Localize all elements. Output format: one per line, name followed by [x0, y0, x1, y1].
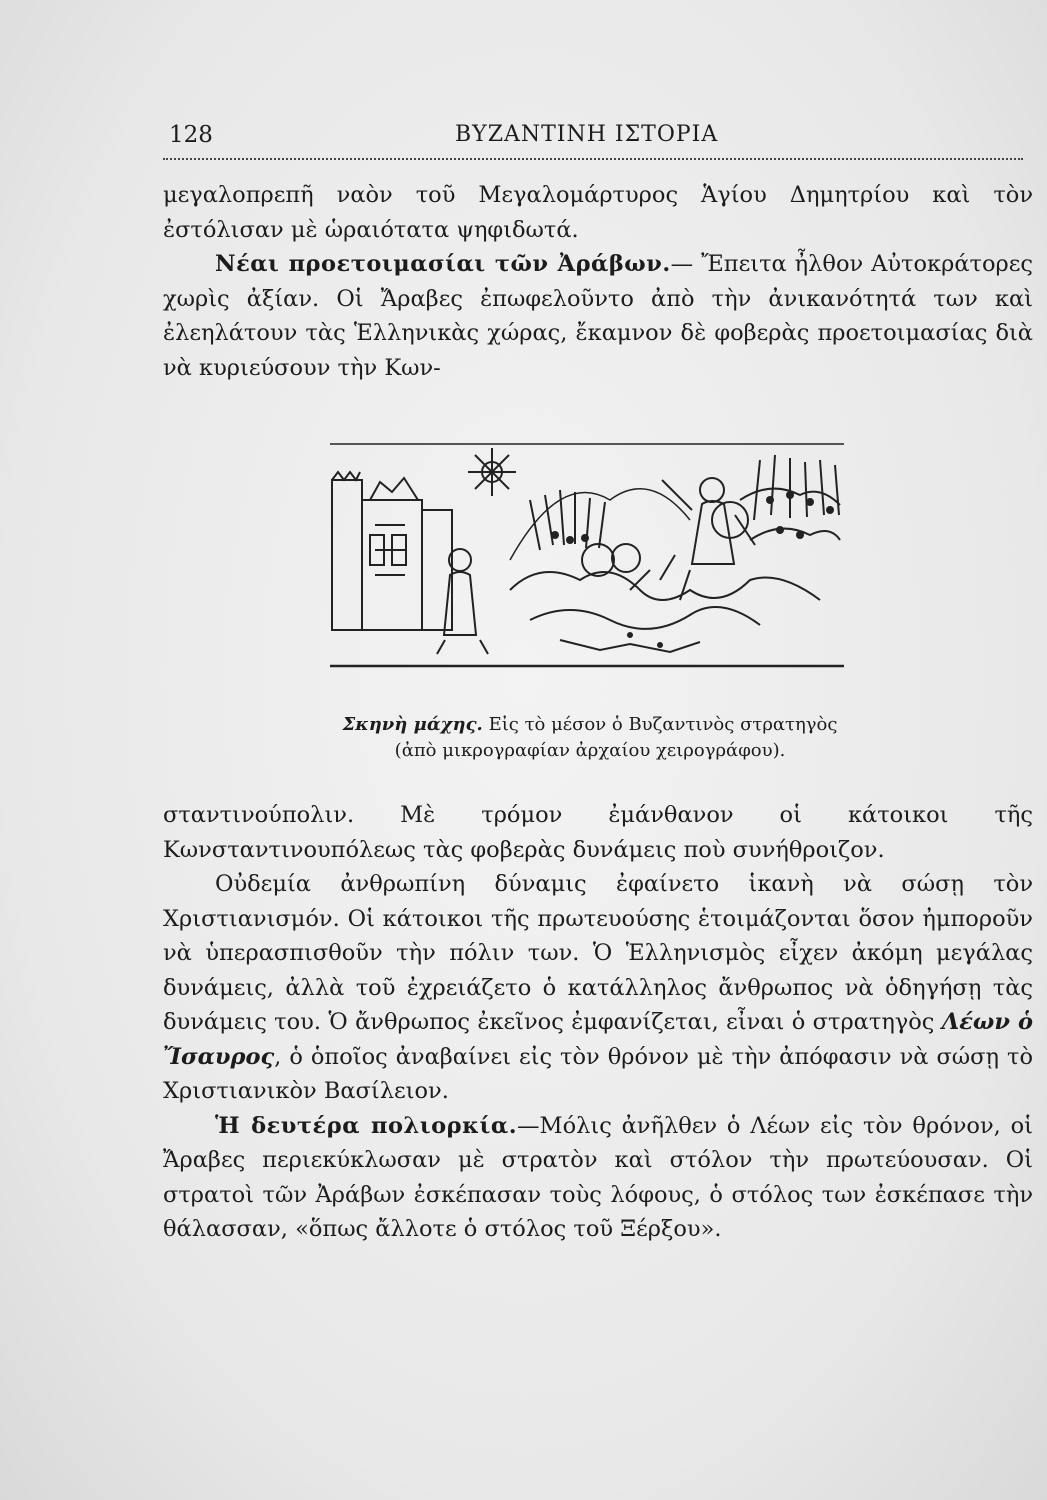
figure-caption — [270, 712, 910, 764]
caption-text: Εἰς τὸ μέσον ὁ Βυζαντινὸς στρατηγὸς — [488, 714, 838, 735]
running-title: ΒΥΖΑΝΤΙΝΗ ΙΣΤΟΡΙΑ — [455, 122, 719, 147]
person-name: Λέων ὁ Ἴσαυρος — [163, 1009, 1033, 1070]
paragraph-body: Οὐδεμία ἀνθρωπίνη δύναμις ἐφαίνετο ἱκανὴ νὰ σώσῃ τὸν Χριστιανισμόν. Οἱ κάτοικοι τῆς πρωτευούσης ἑτοιμάζονται ὅσον ἠμποροῦν νὰ ὑπερασπισθοῦν τὴν πόλιν των. Ὁ Ἑλληνισμὸς εἶχεν ἀκόμη μεγάλας δυνάμεις, ἀλλὰ τοῦ ἐχρειάζετο ὁ κατάλληλος ἄνθρωπος νὰ ὁδηγήσῃ τὰς δυνάμεις του. Ὁ ἄνθρωπος ἐκεῖνος ἐμφανίζεται, εἶναι ὁ στρατηγὸς — [163, 871, 1033, 1035]
caption-source: (ἀπὸ μικρογραφίαν ἀρχαίου χειρογράφου). — [394, 740, 786, 761]
paragraph-body: —Μόλις ἀνῆλθεν ὁ Λέων εἰς τὸν θρόνον, οἱ Ἄραβες περιεκύκλωσαν μὲ στρατὸν καὶ στόλον τὴν πρωτεύουσαν. Οἱ στρατοὶ τῶν Ἀράβων ἐσκέπασαν τοὺς λόφους, ὁ στόλος των ἐσκέπασε τὴν θάλασσαν, «ὅπως ἄλλοτε ὁ στόλος τοῦ Ξέρξου». — [163, 1112, 1033, 1242]
paragraph: σταντινούπολιν. Μὲ τρόμον ἐμάνθανον οἱ κάτοικοι τῆς Κωνσταντινουπόλεως τὰς φοβερὰς δυνάμεις ποὺ συνήθροιζον. — [163, 802, 1033, 863]
paragraph-body: — Ἔπειτα ἦλθον Αὐτοκράτορες χωρὶς ἀξίαν. Οἱ Ἄραβες ἐπωφελοῦντο ἀπὸ τὴν ἀνικανότητά των καὶ ἐλεηλάτουν τὰς Ἑλληνικὰς χώρας, ἔκαμνον δὲ φοβερὰς προετοιμασίας διὰ νὰ κυριεύσουν τὴν Κων- — [163, 251, 1033, 381]
paragraph — [163, 1109, 1033, 1247]
page-number: 128 — [169, 122, 213, 148]
caption-line — [270, 712, 910, 738]
caption-title: Σκηνὴ μάχης. — [342, 714, 483, 735]
battle-illustration — [330, 440, 844, 672]
battle-miniature-illustration-icon — [330, 440, 844, 672]
paragraph: μεγαλοπρεπῆ ναὸν τοῦ Μεγαλομάρτυρος Ἁγίου Δημητρίου καὶ τὸν ἐστόλισαν μὲ ὡραιότατα ψηφιδωτά. — [163, 182, 1033, 243]
top-text-block — [163, 178, 1033, 385]
section-heading: Ἡ δευτέρα πολιορκία. — [215, 1112, 518, 1139]
bottom-text-block — [163, 798, 1033, 1247]
page-header — [163, 118, 1023, 160]
section-heading: Νέαι προετοιμασίαι τῶν Ἀράβων. — [215, 251, 671, 277]
paragraph — [163, 247, 1033, 385]
paragraph — [163, 867, 1033, 1109]
paragraph-body: , ὁ ὁποῖος ἀναβαίνει εἰς τὸν θρόνον μὲ τὴν ἀπόφασιν νὰ σώσῃ τὸ Χριστιανικὸν Βασίλειον. — [163, 1043, 1033, 1104]
